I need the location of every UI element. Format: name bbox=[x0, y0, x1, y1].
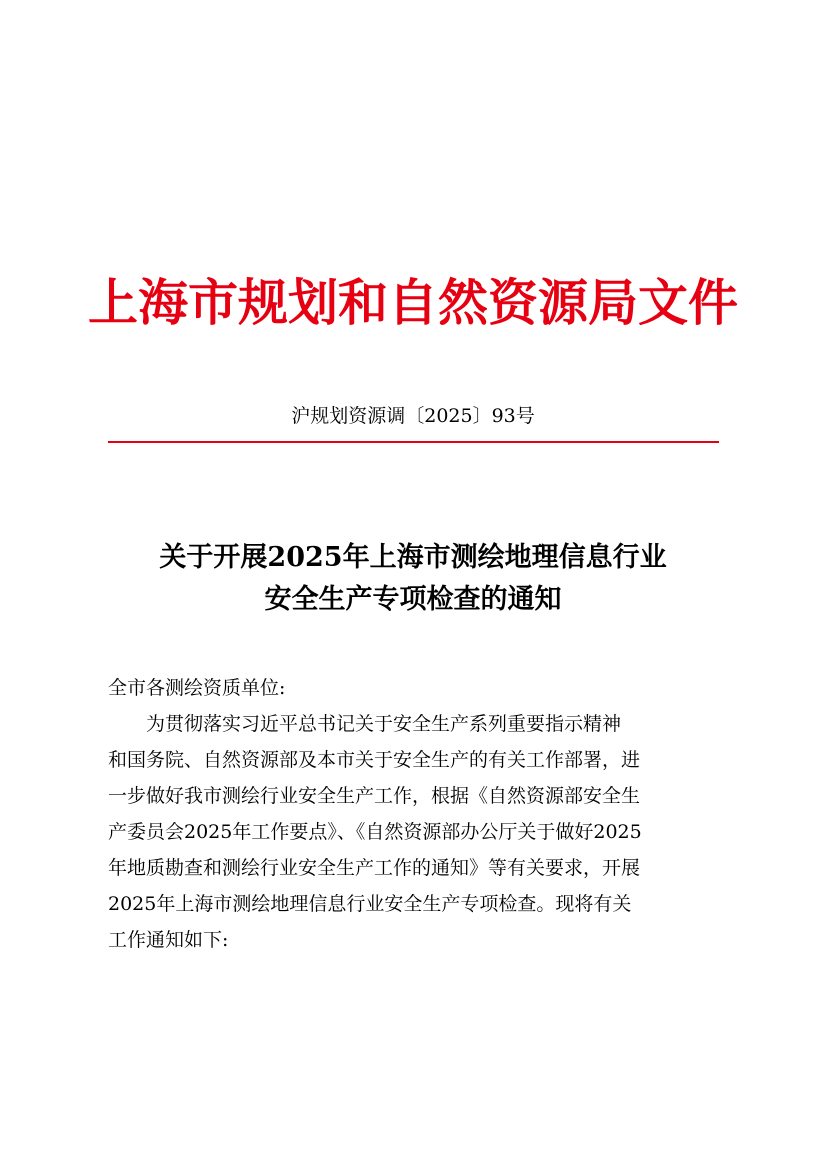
body-text bbox=[108, 670, 720, 958]
document-number: 沪规划资源调〔2025〕93号 bbox=[291, 405, 535, 427]
body-line: 为贯彻落实习近平总书记关于安全生产系列重要指示精神 bbox=[146, 713, 622, 735]
body-line: 2025年上海市测绘地理信息行业安全生产专项检查。现将有关 bbox=[108, 893, 632, 915]
masthead-title: 上海市规划和自然资源局文件 bbox=[88, 273, 738, 332]
body-line: 一步做好我市测绘行业安全生产工作，根据《自然资源部安全生 bbox=[108, 785, 641, 807]
body-line: 年地质勘查和测绘行业安全生产工作的通知》等有关要求，开展 bbox=[108, 857, 641, 879]
notice-title-line-2: 安全生产专项检查的通知 bbox=[264, 584, 562, 615]
salutation: 全市各测绘资质单位: bbox=[108, 677, 286, 699]
notice-title-line-1: 关于开展2025年上海市测绘地理信息行业 bbox=[159, 542, 667, 573]
body-line: 产委员会2025年工作要点》、《自然资源部办公厅关于做好2025 bbox=[108, 821, 642, 843]
body-line: 和国务院、自然资源部及本市关于安全生产的有关工作部署，进 bbox=[108, 749, 641, 771]
body-line: 工作通知如下: bbox=[108, 929, 229, 951]
red-divider-line bbox=[108, 441, 719, 443]
notice-title bbox=[0, 537, 826, 621]
